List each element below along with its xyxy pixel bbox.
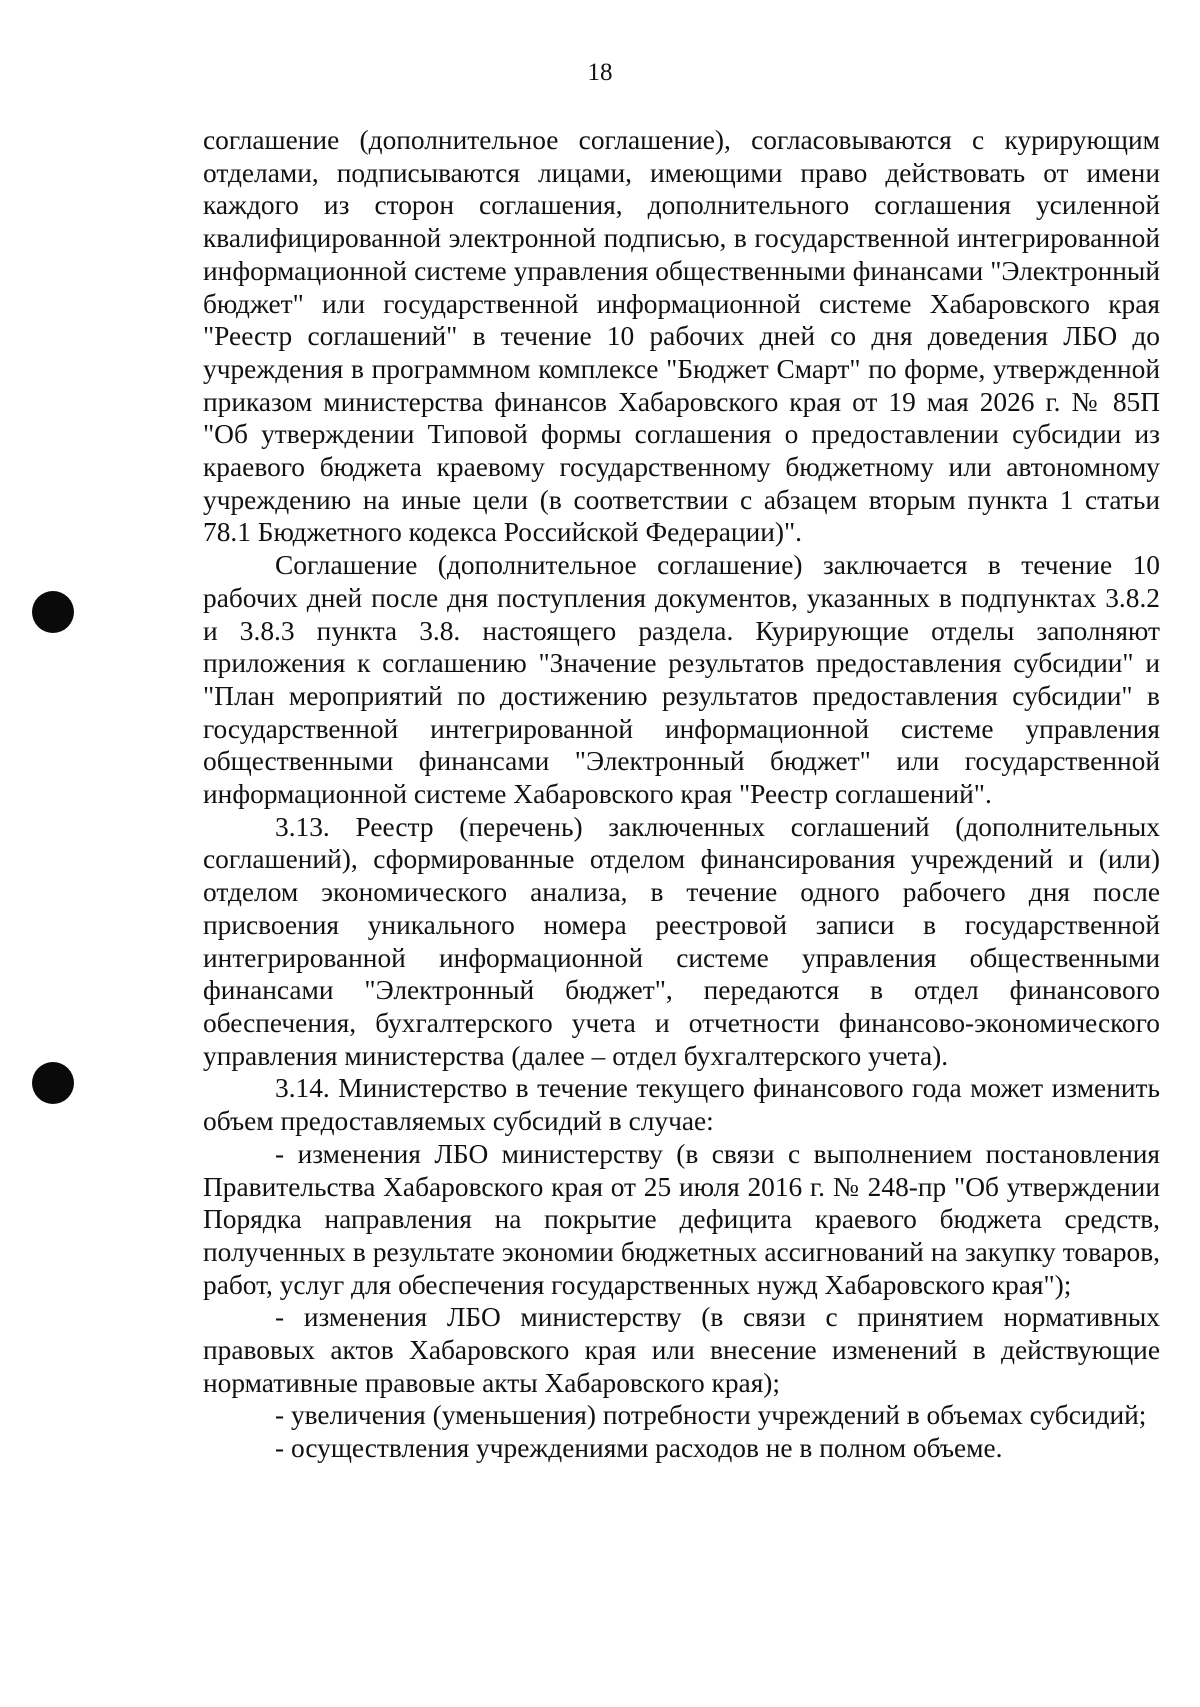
paragraph-3-14-change-volume: 3.14. Министерство в течение текущего финансового года может изменить объем предоставляемых субсидий в случае: [203,1073,1160,1137]
punch-hole-mark [32,1062,74,1104]
list-item-need-change: - увеличения (уменьшения) потребности учреждений в объемах субсидий; [275,1400,1147,1431]
paragraph-agreement-signing: соглашение (дополнительное соглашение), согласовываются с курирующим отделами, подписываются лицами, имеющими право действовать от имени каждого из сторон соглашения, дополнительного соглашения усиленной квалифицированной электронной подписью, в государственной интегрированной информационной системе управления общественными финансами "Электронный бюджет" или государственной информационной системе Хабаровского края "Реестр соглашений" в течение 10 рабочих дней со дня доведения ЛБО до учреждения в программном комплексе "Бюджет Смарт" по форме, утвержденной приказом министерства финансов Хабаровского края от 19 мая 2026 г. № 85П "Об утверждении Типовой формы соглашения о предоставлении субсидии из краевого бюджета краевому государственному бюджетному или автономному учреждению на иные цели (в соответствии с абзацем вторым пункта 1 статьи 78.1 Бюджетного кодекса Российской Федерации)". [203,125,1160,548]
list-item-incomplete-spending: - осуществления учреждениями расходов не в полном объеме. [275,1433,1003,1464]
list-item-lbo-change-legal-acts: - изменения ЛБО министерству (в связи с принятием нормативных правовых актов Хабаровского края или внесение изменений в действующие нормативные правовые акты Хабаровского края); [203,1302,1160,1398]
list-item-lbo-change-economy: - изменения ЛБО министерству (в связи с выполнением постановления Правительства Хабаровского края от 25 июля 2016 г. № 248-пр "Об утверждении Порядка направления на покрытие дефицита краевого бюджета средств, полученных в результате экономии бюджетных ассигнований на закупку товаров, работ, услуг для обеспечения государственных нужд Хабаровского края"); [203,1138,1160,1300]
page-number: 18 [587,59,613,86]
paragraph-3-13-registry: 3.13. Реестр (перечень) заключенных соглашений (дополнительных соглашений), сформированные отделом финансирования учреждений и (или) отделом экономического анализа, в течение одного рабочего дня после присвоения уникального номера реестровой записи в государственной интегрированной информационной системе управления общественными финансами "Электронный бюджет", передаются в отдел финансового обеспечения, бухгалтерского учета и отчетности финансово-экономического управления министерства (далее – отдел бухгалтерского учета). [203,811,1160,1071]
document-body [203,124,1160,1465]
paragraph-agreement-conclusion: Соглашение (дополнительное соглашение) заключается в течение 10 рабочих дней после дня поступления документов, указанных в подпунктах 3.8.2 и 3.8.3 пункта 3.8. настоящего раздела. Курирующие отделы заполняют приложения к соглашению "Значение результатов предоставления субсидии" и "План мероприятий по достижению результатов предоставления субсидии" в государственной интегрированной информационной системе управления общественными финансами "Электронный бюджет" или государственной информационной системе Хабаровского края "Реестр соглашений". [203,550,1160,810]
punch-hole-mark [32,591,74,633]
